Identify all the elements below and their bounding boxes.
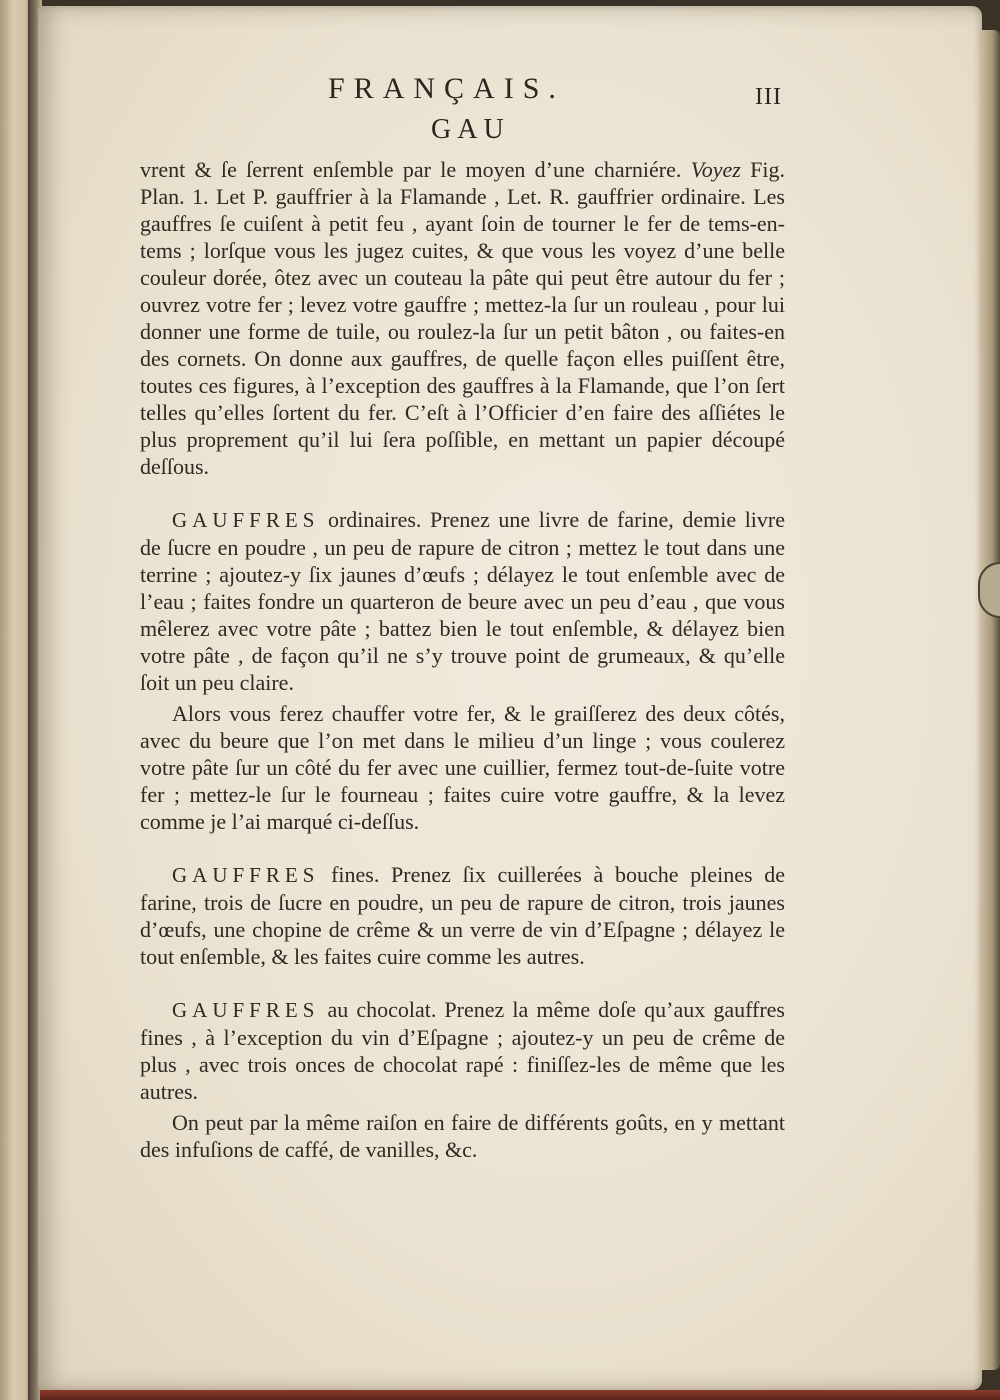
entry-text: On peut par la même raiſon en faire de différents goûts, en y mettant des infuſions de caffé, de vanilles, &c. (140, 1110, 785, 1162)
entry-head: GAUFFRES (172, 863, 320, 887)
entry-text: fines. Prenez ſix cuillerées à bouche pleines de farine, trois de ſucre en poudre, un peu de rapure de citron, trois jaunes d’œufs, une chopine de crême & un verre de vin d’Eſpagne ; délayez le tout enſemble, & les faites cuire comme les autres. (140, 862, 785, 969)
page-edge-right (980, 30, 1000, 1370)
paragraph-gouts (140, 1109, 785, 1163)
running-head-section: GAU (431, 114, 510, 145)
page-number: III (755, 84, 782, 110)
paragraph-1-text-a: vrent & ſe ſerrent enſemble par le moyen d’une charniére. (140, 157, 682, 182)
paragraph-1-voyez: Voyez (690, 157, 741, 182)
paragraph-alors (140, 700, 785, 835)
body-text (140, 156, 785, 1163)
paragraph-gauffres-chocolat (140, 996, 785, 1105)
paragraph-gauffres-ordinaires (140, 506, 785, 696)
paragraph-1-text-b: Fig. Plan. 1. Let P. gauffrier à la Flamande , Let. R. gauffrier ordinaire. Les gauffres ſe cuiſent à petit feu , ayant ſoin de tourner le fer de tems-en-tems ; lorſque vous les jugez cuites, & que vous les voyez d’une belle couleur dorée, ôtez avec un couteau la pâte qui peut être autour du fer ; ouvrez votre fer ; levez votre gauffre ; mettez-la ſur un rouleau , pour lui donner une forme de tuile, ou roulez-la ſur un petit bâton , ou faites-en des cornets. On donne aux gauffres, de quelle façon elles puiſſent être, toutes ces figures, à l’exception des gauffres à la Flamande, que l’on ſert telles qu’elles ſortent du fer. C’eſt à l’Officier d’en faire des aſſiétes le plus proprement qu’il lui ſera poſſible, en mettant un papier découpé deſſous. (140, 157, 785, 479)
running-head-title: FRANÇAIS. (328, 72, 565, 105)
entry-text: Alors vous ferez chauffer votre fer, & le graiſſerez des deux côtés, avec du beure que l’on met dans le milieu d’un linge ; vous coulerez votre pâte ſur un côté du fer avec une cuillier, fermez tout-de-ſuite votre fer ; mettez-le ſur le fourneau ; faites cuire votre gauffre, & la levez comme je l’ai marqué ci-deſſus. (140, 701, 785, 834)
entry-text: ordinaires. Prenez une livre de farine, demie livre de ſucre en poudre , un peu de rapure de citron ; mettez le tout dans une terrine ; ajoutez-y ſix jaunes d’œufs ; délayez le tout enſemble avec de l’eau ; faites fondre un quarteron de beure avec un peu d’eau , que vous mêlerez avec votre pâte ; battez bien le tout enſemble, & délayez bien votre pâte , de façon qu’il ne s’y trouve point de grumeaux, & qu’elle ſoit un peu claire. (140, 507, 786, 695)
page-bottom-edge (40, 1390, 1000, 1400)
paragraph-1 (140, 156, 785, 480)
entry-head: GAUFFRES (172, 508, 320, 532)
paragraph-gauffres-fines (140, 861, 785, 970)
entry-head: GAUFFRES (172, 998, 320, 1022)
entry-text: au chocolat. Prenez la même doſe qu’aux gauffres fines , à l’exception du vin d’Eſpagne ; ajoutez-y un peu de crême de plus , avec trois onces de chocolat rapé : finiſſez-les de même que les autres. (140, 997, 785, 1104)
